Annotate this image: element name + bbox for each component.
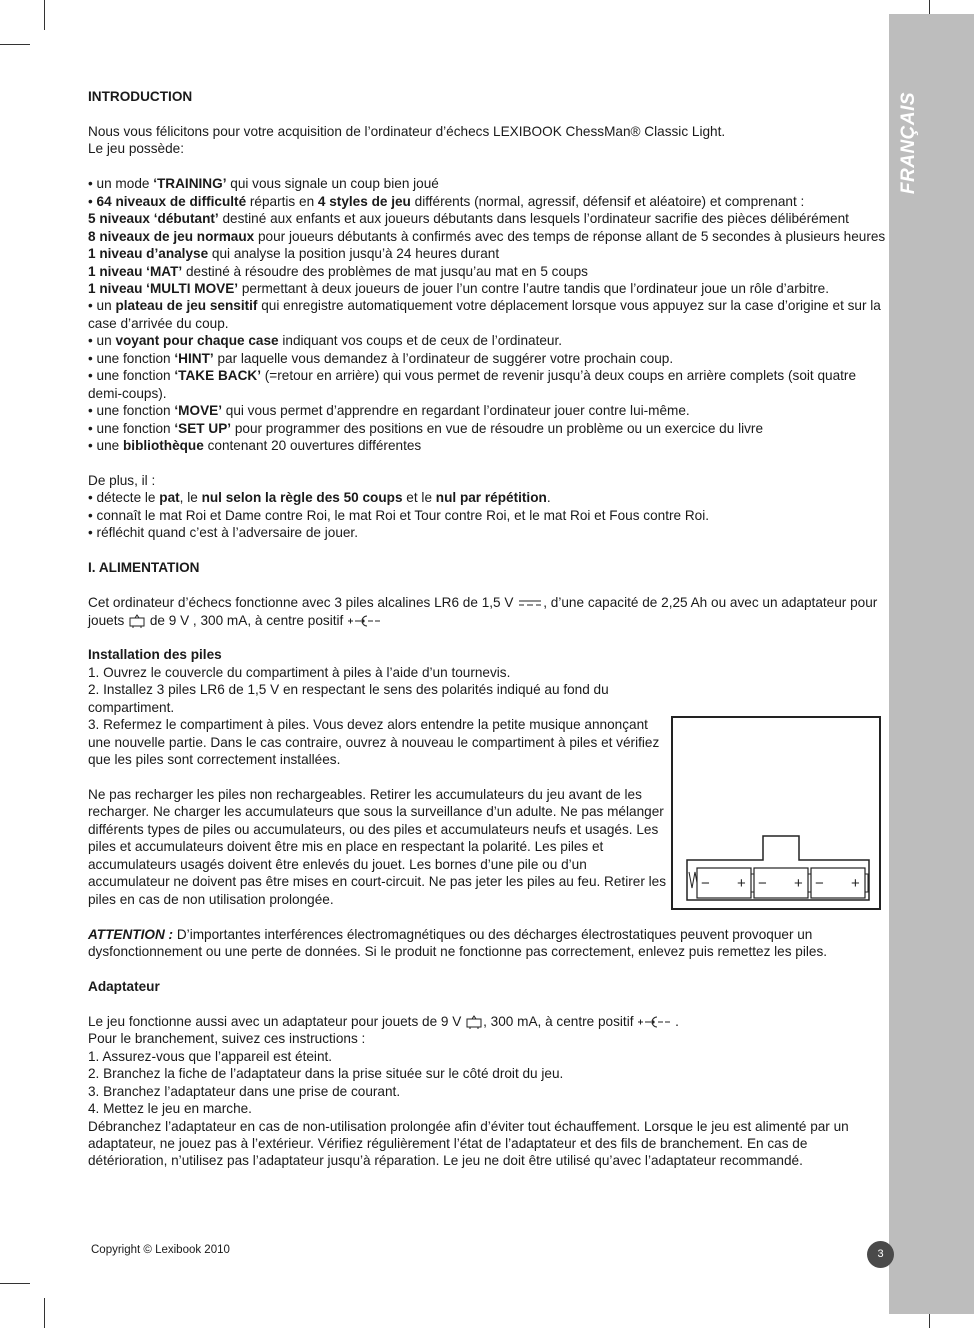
paragraph: De plus, il : [88,472,156,488]
crop-mark [0,1283,30,1284]
transformer-symbol-icon [128,613,146,629]
center-positive-polarity-icon [637,1016,671,1028]
step-item: 2. Installez 3 piles LR6 de 1,5 V en respectant le sens des polarités indiqué au fond du compartiment. [88,682,609,715]
section-heading-alimentation: I. ALIMENTATION [88,560,200,576]
feature-item: 8 niveaux de jeu normaux pour joueurs débutants à confirmés avec des temps de réponse allant de 5 secondes à plusieurs heures [88,228,886,244]
section-heading-introduction: INTRODUCTION [88,89,193,104]
feature-item: • une fonction ‘MOVE’ qui vous permet d’apprendre en regardant l’ordinateur jouer contre lui-même. [88,403,690,419]
feature-item: • un voyant pour chaque case indiquant vos coups et de ceux de l’ordinateur. [88,333,563,349]
feature-item: • réfléchit quand c’est à l’adversaire de jouer. [88,525,358,541]
section-heading-adaptateur: Adaptateur [88,978,160,994]
feature-item: • une fonction ‘SET UP’ pour programmer des positions en vue de résoudre un problème ou un exercice du livre [88,420,764,436]
paragraph: Pour le branchement, suivez ces instructions : [88,1031,366,1047]
attention-notice: ATTENTION : D’importantes interférences électromagnétiques ou des décharges électrostatiques peuvent provoquer un dysfonctionnement ou une perte de données. Si le produit ne fonctionne pas correctement, enlevez puis remettez les piles. [88,926,828,960]
page-number-badge: 3 [867,1241,894,1268]
minus-sign: − [701,875,710,892]
language-tab [896,88,922,198]
subheading-installation: Installation des piles [88,647,222,663]
dc-symbol-icon [517,598,543,608]
step-item: 2. Branchez la fiche de l’adaptateur dans la prise située sur le côté droit du jeu. [88,1066,564,1082]
feature-item: 1 niveau ‘MULTI MOVE’ permettant à deux joueurs de jouer l’un contre l’autre tandis que l’ordinateur joue un rôle d’arbitre. [88,280,829,296]
battery-warning: Ne pas recharger les piles non rechargeables. Retirer les accumulateurs du jeu avant de les recharger. Ne charger les accumulateurs que sous la surveillance d’un adulte. Ne pas mélanger différents types de piles ou accumulateurs, ou des piles et accumulateurs neufs et usagés. Les piles et accumulateurs doivent être mis en place en respectant la polarité. Les piles et accumulateurs usagés doivent être enlevés du jouet. Les bornes d’une pile ou d’un accumulateur ne doivent pas être mises en court-circuit. Ne pas jeter les piles au feu. Retirer les piles en cas de non utilisation prolongée. [88,787,666,907]
copyright-footer: Copyright © Lexibook 2010 [91,1244,230,1256]
paragraph: Nous vous félicitons pour votre acquisition de l’ordinateur d’échecs LEXIBOOK ChessMan® Classic Light. [88,123,726,139]
crop-mark [44,1298,45,1328]
center-positive-polarity-icon [347,615,381,627]
feature-item: • connaît le mat Roi et Dame contre Roi, le mat Roi et Tour contre Roi, et le mat Roi et Fous contre Roi. [88,507,710,523]
feature-item: • détecte le pat, le nul selon la règle des 50 coups et le nul par répétition. [88,490,551,506]
plus-sign: + [794,875,803,892]
step-item: 1. Assurez-vous que l’appareil est éteint. [88,1048,333,1064]
feature-item: 1 niveau ‘MAT’ destiné à résoudre des problèmes de mat jusqu’au mat en 5 coups [88,263,588,279]
feature-item: 1 niveau d’analyse qui analyse la position jusqu’à 24 heures durant [88,246,500,262]
document-body [88,88,886,1170]
feature-item: • une bibliothèque contenant 20 ouvertures différentes [88,438,422,454]
feature-item: • un mode ‘TRAINING’ qui vous signale un coup bien joué [88,176,439,192]
feature-item: 5 niveaux ‘débutant’ destiné aux enfants et aux joueurs débutants dans lesquels l’ordinateur sacrifie des pièces délibérément [88,211,849,227]
feature-item: • 64 niveaux de difficulté répartis en 4 styles de jeu différents (normal, agressif, défensif et aléatoire) et comprenant : [88,193,805,209]
plus-sign: + [851,875,860,892]
installation-steps [88,664,670,908]
crop-mark [44,0,45,30]
paragraph: Le jeu fonctionne aussi avec un adaptateur pour jouets de 9 V , 300 mA, à centre positif . [88,1013,679,1029]
language-label: FRANÇAIS [898,91,919,195]
feature-item: • une fonction ‘HINT’ par laquelle vous demandez à l’ordinateur de suggérer votre prochain coup. [88,350,674,366]
battery-compartment-icon [673,718,879,908]
feature-item: • une fonction ‘TAKE BACK’ (=retour en arrière) qui vous permet de revenir jusqu’à deux coups en arrière complets (soit quatre demi-coups). [88,368,857,401]
step-item: 3. Refermez le compartiment à piles. Vous devez alors entendre la petite musique annonçant une nouvelle partie. Dans le cas contraire, ouvrez à nouveau le compartiment à piles et vérifiez que les piles sont correctement installées. [88,717,660,768]
paragraph: Débranchez l’adaptateur en cas de non-utilisation prolongée afin d’éviter tout échauffement. Lorsque le jeu est alimenté par un adaptateur, ne jouez pas à l’extérieur. Vérifiez régulièrement l’état de l’adaptateur et des fils de branchement. En cas de détérioration, n’utilisez pas l’adaptateur jusqu’à réparation. Le jeu ne doit être utilisé qu’avec l’adaptateur recommandé. [88,1118,849,1169]
step-item: 3. Branchez l’adaptateur dans une prise de courant. [88,1083,401,1099]
step-item: 4. Mettez le jeu en marche. [88,1101,252,1117]
crop-mark [0,44,30,45]
paragraph: Cet ordinateur d’échecs fonctionne avec 3 piles alcalines LR6 de 1,5 V , d’une capacité de 2,25 Ah ou avec un adaptateur pour jouets de 9 V , 300 mA, à centre positif [88,595,878,628]
transformer-symbol-icon [465,1014,483,1030]
minus-sign: − [758,875,767,892]
paragraph: Le jeu possède: [88,141,184,157]
plus-sign: + [737,875,746,892]
minus-sign: − [815,875,824,892]
step-item: 1. Ouvrez le couvercle du compartiment à piles à l’aide d’un tournevis. [88,664,511,680]
battery-compartment-diagram [671,716,881,910]
feature-item: • un plateau de jeu sensitif qui enregistre automatiquement votre déplacement lorsque vous appuyez sur la case d’origine et sur la case d’arrivée du coup. [88,298,881,331]
language-sidebar [889,14,974,1314]
